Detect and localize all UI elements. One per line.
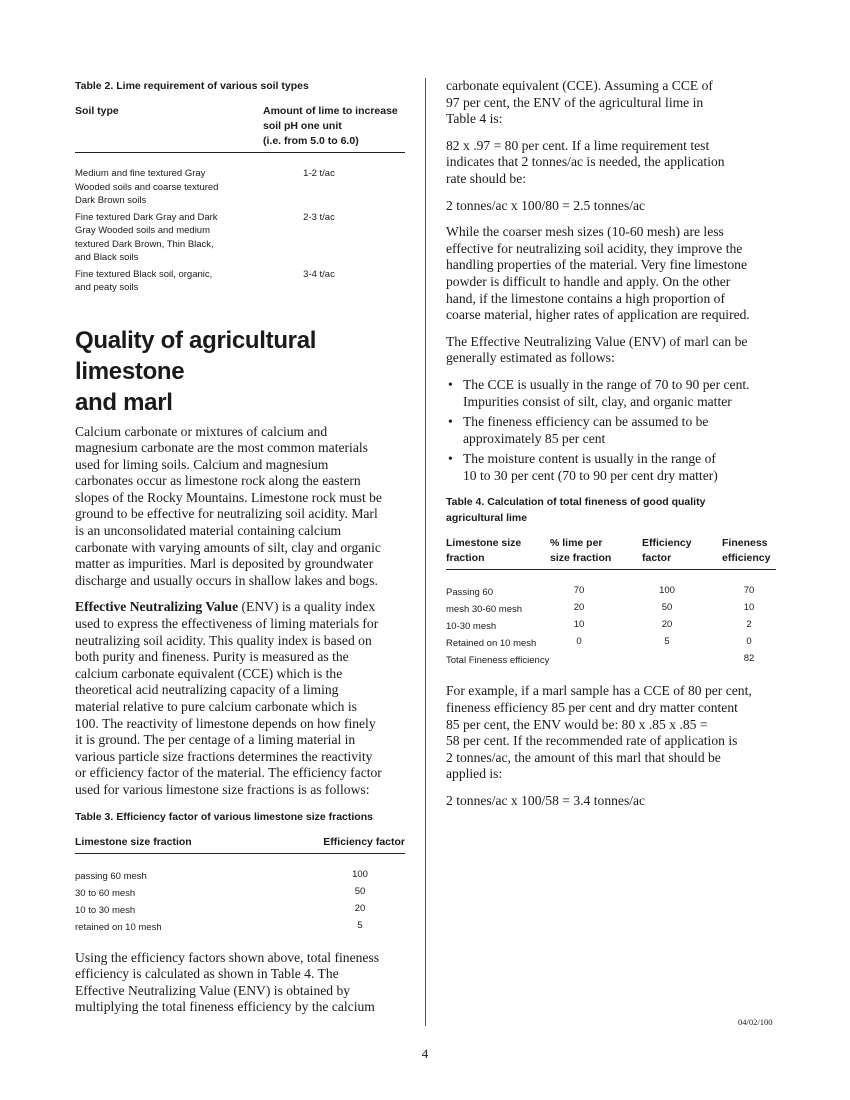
- paragraph-env-calc: 82 x .97 = 80 per cent. If a lime requirement test indicates that 2 tonnes/ac is needed, the application rate should be:: [446, 137, 725, 186]
- table-row: retained on 10 mesh 5: [75, 919, 363, 933]
- table2-header-amount: Amount of lime to increase soil pH one unit (i.e. from 5.0 to 6.0): [263, 104, 405, 153]
- table2-amount-cell: 2-3 t/ac: [303, 211, 335, 223]
- table4: [446, 536, 776, 669]
- table4-header: Limestone size fraction: [446, 536, 550, 570]
- list-item: • The moisture content is usually in the range of 10 to 30 per cent (70 to 90 per cent dry matter): [446, 451, 776, 484]
- formula-marl-rate: 2 tonnes/ac x 100/58 = 3.4 tonnes/ac: [446, 793, 646, 809]
- table-row: Retained on 10 mesh 0 5 0: [446, 636, 752, 650]
- right-column: [446, 78, 776, 820]
- page-number: 4: [421, 1046, 429, 1061]
- left-column: [75, 78, 405, 1026]
- paragraph-env: Effective Neutralizing Value (ENV) is a quality index used to express the effectiveness of liming materials for neutralizing soil acidity. This quality index is based on both purity and fineness. Purity is measured as the calcium carbonate equivalent (CCE) which is the theoretical acid neutralizing capacity of a liming material relative to pure calcium carbonate which is 100. The reactivity of limestone depends on how finely it is ground. The per centage of a liming material in various particle size fractions determines the reactivity or efficiency factor of the material. The efficiency factor used for various limestone size fractions is as follows:: [75, 599, 382, 797]
- section-heading: Quality of agricultural limestone and marl: [75, 326, 317, 416]
- marl-bullet-list: [446, 377, 776, 485]
- table-row: 30 to 60 mesh 50: [75, 885, 366, 899]
- paragraph-using-factors: Using the efficiency factors shown above, total fineness efficiency is calculated as shown in Table 4. The Effective Neutralizing Value (ENV) is obtained by multiplying the total fineness efficiency by the calcium: [75, 949, 380, 1015]
- footer-date: 04/02/100: [738, 1017, 773, 1027]
- table2-header-soil: Soil type: [75, 104, 263, 153]
- table-row: mesh 30-60 mesh 20 50 10: [446, 602, 755, 616]
- table-row: 10-30 mesh 10 20 2: [446, 619, 752, 633]
- table-row: [75, 211, 405, 268]
- env-term: Effective Neutralizing Value: [75, 599, 239, 615]
- table2-amount-cell: 1-2 t/ac: [303, 168, 335, 179]
- table-row: passing 60 mesh 100: [75, 868, 368, 882]
- table3-header-fraction: Limestone size fraction: [75, 835, 315, 854]
- table-row: Passing 60 70 100 70: [446, 585, 755, 599]
- table4-header: Efficiency factor: [642, 536, 722, 570]
- table2-amount-cell: 3-4 t/ac: [303, 268, 335, 280]
- table2-soil-cell: Medium and fine textured Gray Wooded soils and coarse textured Dark Brown soils: [75, 168, 219, 206]
- paragraph-mesh-sizes: While the coarser mesh sizes (10-60 mesh) are less effective for neutralizing soil acidity, they improve the handling properties of the material. Very fine limestone powder is difficult to handle and apply. On the other hand, if the limestone contains a high proportion of coarse material, higher rates of application are required.: [446, 224, 750, 323]
- table4-caption: Table 4. Calculation of total fineness of good quality agricultural lime: [446, 496, 706, 525]
- table2-soil-cell: Fine textured Dark Gray and Dark Gray Wooded soils and medium textured Dark Brown, Thin Black, and Black soils: [75, 211, 218, 263]
- table-row: [75, 167, 405, 211]
- table4-header: Fineness efficiency: [722, 536, 776, 570]
- table3-header-factor: Efficiency factor: [315, 835, 405, 854]
- formula-application-rate: 2 tonnes/ac x 100/80 = 2.5 tonnes/ac: [446, 197, 646, 213]
- table-row: [75, 268, 405, 295]
- paragraph-marl-env: The Effective Neutralizing Value (ENV) of marl can be generally estimated as follows:: [446, 333, 748, 366]
- paragraph-marl-example: For example, if a marl sample has a CCE of 80 per cent, fineness efficiency 85 per cent and dry matter content 85 per cent, the ENV would be: 80 x .85 x .85 = 58 per cent. If the recommended rate of application is 2 tonnes/ac, the amount of this marl that should be applied is:: [446, 683, 752, 782]
- column-divider: [425, 78, 426, 1026]
- table3: [75, 835, 405, 936]
- list-item: • The CCE is usually in the range of 70 to 90 per cent. Impurities consist of silt, clay, and organic matter: [446, 377, 776, 410]
- table4-header: % lime per size fraction: [550, 536, 642, 570]
- paragraph-intro: Calcium carbonate or mixtures of calcium and magnesium carbonate are the most common materials used for liming soils. Calcium and magnesium carbonates occur as limestone rock along the eastern slopes of the Rocky Mountains. Limestone rock must be ground to be effective for neutralizing soil acidity. Marl is an unconsolidated material containing calcium carbonate with varying amounts of silt, clay and organic matter as impurities. Marl is deposited by groundwater discharge and usually occurs in shallow lakes and bogs.: [75, 423, 382, 588]
- list-item: • The fineness efficiency can be assumed to be approximately 85 per cent: [446, 414, 776, 447]
- table2: [75, 104, 405, 295]
- table-row: Total Fineness efficiency 82: [446, 653, 755, 667]
- table3-caption: Table 3. Efficiency factor of various limestone size fractions: [75, 810, 373, 823]
- table2-caption: Table 2. Lime requirement of various soil types: [75, 80, 309, 92]
- table-row: 10 to 30 mesh 20: [75, 902, 366, 916]
- paragraph-cce: carbonate equivalent (CCE). Assuming a CCE of 97 per cent, the ENV of the agricultural lime in Table 4 is:: [446, 78, 713, 127]
- table2-soil-cell: Fine textured Black soil, organic, and peaty soils: [75, 268, 213, 293]
